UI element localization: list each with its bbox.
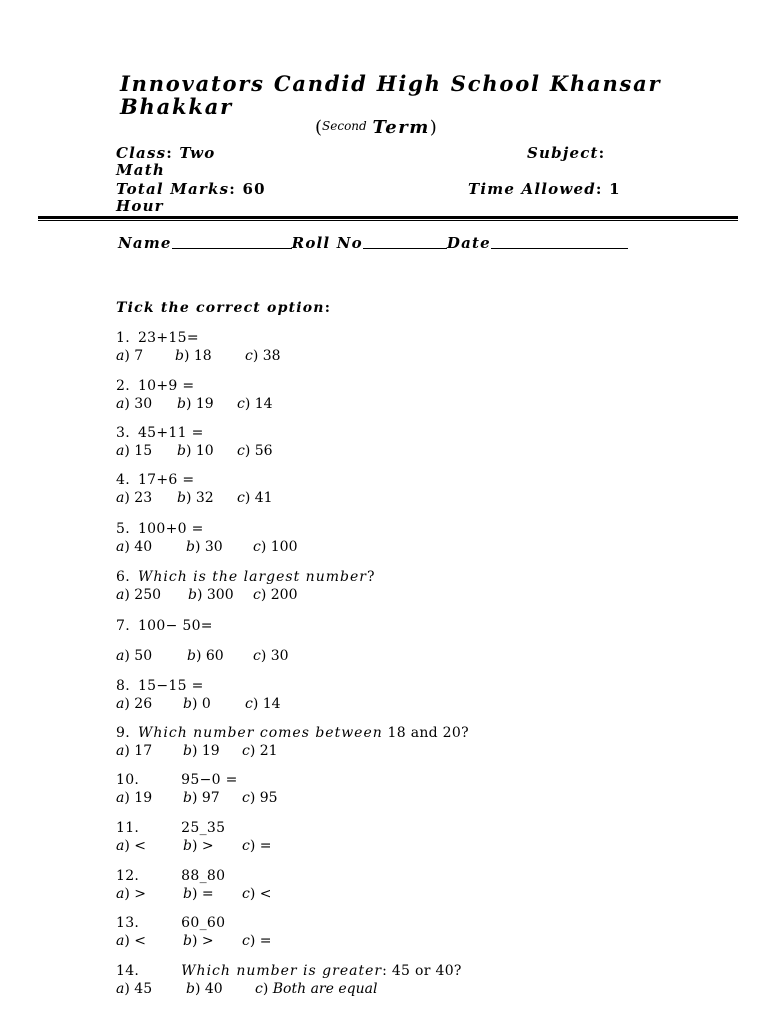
- option-letter: b: [187, 648, 196, 664]
- question-11: [116, 820, 225, 836]
- term-small: Second: [322, 119, 367, 133]
- option-letter: b: [177, 396, 186, 412]
- option-letter: a: [116, 933, 125, 949]
- question-text-tail: : 45 or 40?: [382, 963, 462, 979]
- option-value: =: [201, 886, 214, 902]
- option-letter: b: [183, 886, 192, 902]
- option-letter: b: [186, 539, 195, 555]
- option-letter: a: [116, 648, 125, 664]
- question-1: [116, 330, 199, 346]
- question-number: 4.: [116, 472, 130, 488]
- question-text: 100+0 =: [137, 521, 204, 537]
- question-text: 15−15 =: [137, 678, 204, 694]
- option-value: 21: [259, 743, 278, 759]
- option-c[interactable]: c) =: [242, 838, 272, 854]
- question-number: 12.: [116, 868, 140, 884]
- option-b[interactable]: b) >: [183, 933, 214, 949]
- option-letter: a: [116, 396, 125, 412]
- question-number: 8.: [116, 678, 130, 694]
- option-value: 26: [134, 696, 153, 712]
- option-letter: a: [116, 348, 125, 364]
- option-value: 10: [195, 443, 214, 459]
- option-value: <: [134, 838, 147, 854]
- option-letter: a: [116, 886, 125, 902]
- option-c[interactable]: c) 100: [253, 539, 298, 555]
- question-number: 3.: [116, 425, 130, 441]
- roll-blank[interactable]: [363, 234, 447, 249]
- option-letter: c: [237, 443, 245, 459]
- option-letter: c: [253, 539, 261, 555]
- option-letter: c: [242, 838, 250, 854]
- option-value: 250: [134, 587, 162, 603]
- option-value: 23: [134, 490, 153, 506]
- question-14: [116, 963, 462, 979]
- option-letter: a: [116, 696, 125, 712]
- question-5: [116, 521, 204, 537]
- question-number: 2.: [116, 378, 130, 394]
- option-letter: a: [116, 790, 125, 806]
- question-4: [116, 472, 194, 488]
- option-value: 60: [205, 648, 224, 664]
- header-divider: [38, 216, 738, 219]
- question-7: [116, 618, 213, 634]
- option-c[interactable]: c) 200: [253, 587, 298, 603]
- question-text: 17+6 =: [137, 472, 195, 488]
- question-2: [116, 378, 194, 394]
- option-c[interactable]: c) 21: [242, 743, 278, 759]
- option-value: <: [259, 886, 272, 902]
- question-text: 95−0 =: [181, 772, 238, 788]
- option-letter: c: [242, 790, 250, 806]
- date-label: Date: [446, 234, 491, 252]
- question-text: 60_60: [181, 915, 226, 931]
- total-marks-field: Total Marks: 60: [116, 180, 266, 198]
- marks-value: 60: [242, 180, 266, 198]
- option-value: 45: [134, 981, 153, 997]
- option-value: 50: [134, 648, 153, 664]
- option-letter: a: [116, 981, 125, 997]
- subject-value: Math: [116, 161, 165, 179]
- option-a[interactable]: a) 17: [116, 743, 153, 759]
- option-a[interactable]: a) <: [116, 933, 147, 949]
- option-letter: b: [186, 981, 195, 997]
- option-letter: b: [183, 743, 192, 759]
- option-letter: b: [183, 696, 192, 712]
- option-c[interactable]: c) 95: [242, 790, 278, 806]
- option-letter: a: [116, 838, 125, 854]
- option-b[interactable]: b) =: [183, 886, 214, 902]
- option-c[interactable]: c) 56: [237, 443, 273, 459]
- question-text: 45+11 =: [137, 425, 204, 441]
- option-letter: c: [255, 981, 263, 997]
- option-letter: b: [183, 790, 192, 806]
- option-value: 14: [254, 396, 273, 412]
- question-text-tail: ?: [366, 569, 375, 585]
- question-number: 11.: [116, 820, 140, 836]
- option-value: Both are equal: [272, 981, 378, 997]
- student-info-line: [118, 234, 628, 252]
- name-blank[interactable]: [172, 234, 292, 249]
- time-allowed-field: Time Allowed: 1: [468, 180, 621, 198]
- option-value: 17: [134, 743, 153, 759]
- name-label: Name: [118, 234, 172, 252]
- option-value: 19: [195, 396, 214, 412]
- question-number: 6.: [116, 569, 130, 585]
- marks-label: Total Marks: [116, 180, 230, 198]
- option-value: 30: [270, 648, 289, 664]
- question-number: 13.: [116, 915, 140, 931]
- option-value: <: [134, 933, 147, 949]
- option-b[interactable]: b) >: [183, 838, 214, 854]
- option-b[interactable]: b) 97: [183, 790, 220, 806]
- option-value: 41: [254, 490, 273, 506]
- question-8: [116, 678, 204, 694]
- option-b[interactable]: b) 18: [175, 348, 212, 364]
- option-value: =: [259, 933, 272, 949]
- subject-field: Subject:: [527, 144, 606, 162]
- option-letter: c: [253, 648, 261, 664]
- option-a[interactable]: a) 19: [116, 790, 153, 806]
- term-title: (Second Term): [315, 117, 437, 138]
- question-6: [116, 569, 375, 585]
- option-letter: b: [183, 838, 192, 854]
- option-value: 300: [206, 587, 234, 603]
- option-value: 56: [254, 443, 273, 459]
- school-name-line2: Bhakkar: [120, 94, 233, 119]
- question-text: Which number comes between: [137, 725, 383, 741]
- option-a[interactable]: a) 30: [116, 396, 153, 412]
- question-10: [116, 772, 238, 788]
- option-letter: a: [116, 443, 125, 459]
- option-b[interactable]: b) 32: [177, 490, 214, 506]
- option-a[interactable]: a) 250: [116, 587, 162, 603]
- option-c[interactable]: c) 14: [237, 396, 273, 412]
- option-value: >: [201, 933, 214, 949]
- option-c[interactable]: c) Both are equal: [255, 981, 378, 997]
- option-value: 19: [134, 790, 153, 806]
- question-9: [116, 725, 469, 741]
- option-value: 7: [134, 348, 144, 364]
- option-letter: c: [253, 587, 261, 603]
- option-a[interactable]: a) 15: [116, 443, 153, 459]
- option-value: 95: [259, 790, 278, 806]
- option-letter: a: [116, 587, 125, 603]
- option-c[interactable]: c) 30: [253, 648, 289, 664]
- option-letter: a: [116, 490, 125, 506]
- option-a[interactable]: a) <: [116, 838, 147, 854]
- question-number: 5.: [116, 521, 130, 537]
- option-b[interactable]: b) 60: [187, 648, 224, 664]
- option-b[interactable]: b) 30: [186, 539, 223, 555]
- option-b[interactable]: b) 19: [183, 743, 220, 759]
- time-unit: Hour: [116, 197, 164, 215]
- date-blank[interactable]: [491, 234, 628, 249]
- option-letter: b: [175, 348, 184, 364]
- question-text: Which number is greater: [181, 963, 383, 979]
- question-number: 1.: [116, 330, 130, 346]
- roll-label: Roll No: [291, 234, 363, 252]
- option-letter: c: [242, 743, 250, 759]
- option-c[interactable]: c) =: [242, 933, 272, 949]
- option-value: 38: [262, 348, 281, 364]
- option-c[interactable]: c) 41: [237, 490, 273, 506]
- option-value: 40: [134, 539, 153, 555]
- option-letter: a: [116, 539, 125, 555]
- option-b[interactable]: b) 0: [183, 696, 211, 712]
- option-c[interactable]: c) <: [242, 886, 272, 902]
- option-letter: c: [237, 490, 245, 506]
- option-value: 18: [193, 348, 212, 364]
- question-text: 10+9 =: [137, 378, 195, 394]
- option-letter: b: [188, 587, 197, 603]
- time-value: 1: [609, 180, 621, 198]
- question-12: [116, 868, 225, 884]
- option-a[interactable]: a) 40: [116, 539, 153, 555]
- option-a[interactable]: a) 50: [116, 648, 153, 664]
- option-a[interactable]: a) 23: [116, 490, 153, 506]
- option-c[interactable]: c) 38: [245, 348, 281, 364]
- option-letter: c: [245, 348, 253, 364]
- option-a[interactable]: a) 45: [116, 981, 153, 997]
- option-b[interactable]: b) 10: [177, 443, 214, 459]
- option-letter: c: [242, 886, 250, 902]
- class-field: Class: Two: [116, 144, 216, 162]
- question-text: 88_80: [181, 868, 226, 884]
- class-label: Class: [116, 144, 167, 162]
- question-number: 10.: [116, 772, 140, 788]
- option-value: >: [201, 838, 214, 854]
- option-letter: b: [177, 443, 186, 459]
- option-value: 15: [134, 443, 153, 459]
- question-text: 25_35: [181, 820, 226, 836]
- option-value: 40: [204, 981, 223, 997]
- option-c[interactable]: c) 14: [245, 696, 281, 712]
- question-text-tail: 18 and 20?: [382, 725, 469, 741]
- time-label: Time Allowed: [468, 180, 596, 198]
- option-value: 97: [201, 790, 220, 806]
- option-value: 19: [201, 743, 220, 759]
- option-a[interactable]: a) 26: [116, 696, 153, 712]
- option-b[interactable]: b) 300: [188, 587, 234, 603]
- question-number: 14.: [116, 963, 140, 979]
- option-b[interactable]: b) 19: [177, 396, 214, 412]
- option-a[interactable]: a) >: [116, 886, 147, 902]
- question-13: [116, 915, 225, 931]
- option-letter: b: [183, 933, 192, 949]
- option-value: =: [259, 838, 272, 854]
- school-name-line1: Innovators Candid High School Khansar: [120, 71, 662, 96]
- question-text: 23+15=: [137, 330, 199, 346]
- question-text: 100− 50=: [137, 618, 213, 634]
- instruction: Tick the correct option:: [116, 300, 332, 316]
- term-big: Term: [372, 117, 430, 138]
- option-letter: c: [237, 396, 245, 412]
- option-value: 200: [270, 587, 298, 603]
- question-3: [116, 425, 204, 441]
- option-value: >: [134, 886, 147, 902]
- option-value: 30: [134, 396, 153, 412]
- subject-label: Subject: [527, 144, 599, 162]
- class-value: Two: [179, 144, 216, 162]
- option-letter: c: [245, 696, 253, 712]
- option-value: 30: [204, 539, 223, 555]
- option-letter: b: [177, 490, 186, 506]
- question-text: Which is the largest number: [137, 569, 367, 585]
- option-value: 14: [262, 696, 281, 712]
- question-number: 9.: [116, 725, 130, 741]
- option-value: 0: [201, 696, 211, 712]
- option-letter: a: [116, 743, 125, 759]
- header-divider-thin: [38, 220, 738, 221]
- option-b[interactable]: b) 40: [186, 981, 223, 997]
- option-value: 32: [195, 490, 214, 506]
- option-a[interactable]: a) 7: [116, 348, 144, 364]
- option-letter: c: [242, 933, 250, 949]
- option-value: 100: [270, 539, 298, 555]
- question-number: 7.: [116, 618, 130, 634]
